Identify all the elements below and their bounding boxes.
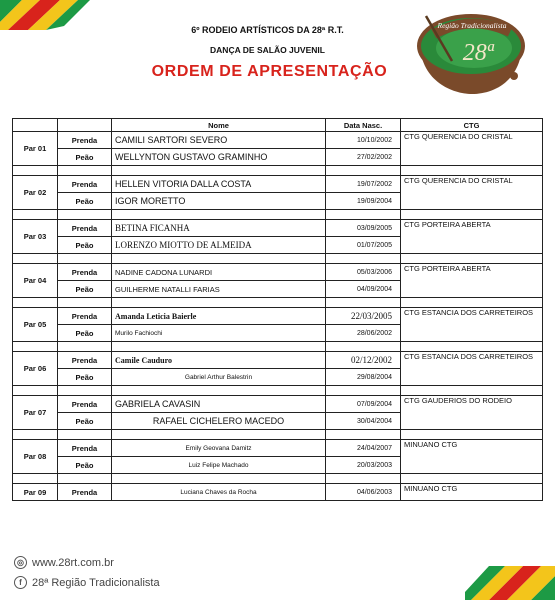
birth-date: 29/08/2004 bbox=[326, 369, 401, 386]
col-header-nome: Nome bbox=[112, 119, 326, 132]
role-label: Peão bbox=[58, 457, 112, 474]
pair-label: Par 04 bbox=[13, 264, 58, 298]
presentation-order-table bbox=[12, 118, 543, 501]
birth-date: 04/09/2004 bbox=[326, 281, 401, 298]
peao-name: Murilo Fachiochi bbox=[112, 325, 326, 342]
birth-date: 28/06/2002 bbox=[326, 325, 401, 342]
pair-label: Par 08 bbox=[13, 440, 58, 474]
birth-date: 10/10/2002 bbox=[326, 132, 401, 149]
birth-date: 07/09/2004 bbox=[326, 396, 401, 413]
prenda-name: Amanda Leticia Baierle bbox=[112, 308, 326, 325]
page-title: ORDEM DE APRESENTAÇÃO bbox=[151, 63, 388, 80]
role-label: Prenda bbox=[58, 264, 112, 281]
prenda-name: BETINA FICANHA bbox=[112, 220, 326, 237]
birth-date: 24/04/2007 bbox=[326, 440, 401, 457]
peao-name: IGOR MORETTO bbox=[112, 193, 326, 210]
role-label: Prenda bbox=[58, 484, 112, 501]
birth-date: 22/03/2005 bbox=[326, 308, 401, 325]
role-label: Prenda bbox=[58, 352, 112, 369]
pair-label: Par 03 bbox=[13, 220, 58, 254]
pair-label: Par 06 bbox=[13, 352, 58, 386]
birth-date: 03/09/2005 bbox=[326, 220, 401, 237]
table-row bbox=[13, 220, 543, 237]
birth-date: 27/02/2002 bbox=[326, 149, 401, 166]
spacer-row bbox=[13, 474, 543, 484]
prenda-name: Luciana Chaves da Rocha bbox=[112, 484, 326, 501]
role-label: Peão bbox=[58, 325, 112, 342]
spacer-row bbox=[13, 386, 543, 396]
birth-date: 19/09/2004 bbox=[326, 193, 401, 210]
table-row bbox=[13, 396, 543, 413]
bottom-right-flag-stripes bbox=[465, 566, 555, 600]
pair-label: Par 09 bbox=[13, 484, 58, 501]
pair-label: Par 05 bbox=[13, 308, 58, 342]
prenda-name: HELLEN VITORIA DALLA COSTA bbox=[112, 176, 326, 193]
event-line: 6º RODEIO ARTÍSTICOS DA 28ª R.T. bbox=[191, 25, 344, 35]
birth-date: 02/12/2002 bbox=[326, 352, 401, 369]
ctg-name: CTG QUERENCIA DO CRISTAL bbox=[401, 132, 543, 166]
ctg-name: CTG QUERENCIA DO CRISTAL bbox=[401, 176, 543, 210]
ctg-name: MINUANO CTG bbox=[401, 440, 543, 474]
role-label: Peão bbox=[58, 413, 112, 430]
prenda-name: GABRIELA CAVASIN bbox=[112, 396, 326, 413]
role-label: Peão bbox=[58, 149, 112, 166]
spacer-row bbox=[13, 166, 543, 176]
col-header-role bbox=[58, 119, 112, 132]
facebook-icon: f bbox=[14, 576, 27, 589]
col-header-data-nasc: Data Nasc. bbox=[326, 119, 401, 132]
birth-date: 05/03/2006 bbox=[326, 264, 401, 281]
peao-name: GUILHERME NATALLI FARIAS bbox=[112, 281, 326, 298]
table-row bbox=[13, 308, 543, 325]
role-label: Peão bbox=[58, 281, 112, 298]
birth-date: 20/03/2003 bbox=[326, 457, 401, 474]
col-header-ctg: CTG bbox=[401, 119, 543, 132]
prenda-name: Camile Cauduro bbox=[112, 352, 326, 369]
table-row bbox=[13, 176, 543, 193]
pair-label: Par 01 bbox=[13, 132, 58, 166]
role-label: Peão bbox=[58, 237, 112, 254]
category-line: DANÇA DE SALÃO JUVENIL bbox=[210, 45, 325, 55]
role-label: Prenda bbox=[58, 132, 112, 149]
facebook-page-link[interactable]: 28ª Região Tradicionalista bbox=[32, 576, 160, 589]
spacer-row bbox=[13, 254, 543, 264]
regiao-tradicionalista-logo bbox=[412, 6, 530, 96]
pair-label: Par 07 bbox=[13, 396, 58, 430]
col-header-par bbox=[13, 119, 58, 132]
birth-date: 04/06/2003 bbox=[326, 484, 401, 501]
prenda-name: CAMILI SARTORI SEVERO bbox=[112, 132, 326, 149]
ctg-name: CTG ESTANCIA DOS CARRETEIROS bbox=[401, 308, 543, 342]
pair-label: Par 02 bbox=[13, 176, 58, 210]
svg-text:Região Tradicionalista: Região Tradicionalista bbox=[437, 21, 507, 30]
ctg-name: CTG PORTEIRA ABERTA bbox=[401, 264, 543, 298]
spacer-row bbox=[13, 430, 543, 440]
prenda-name: Emily Geovana Damitz bbox=[112, 440, 326, 457]
facebook-line bbox=[14, 576, 160, 589]
svg-text:28ª: 28ª bbox=[462, 40, 494, 66]
globe-icon: ◎ bbox=[14, 556, 27, 569]
ctg-name: MINUANO CTG bbox=[401, 484, 543, 501]
spacer-row bbox=[13, 210, 543, 220]
role-label: Prenda bbox=[58, 220, 112, 237]
table-row bbox=[13, 132, 543, 149]
birth-date: 01/07/2005 bbox=[326, 237, 401, 254]
spacer-row bbox=[13, 342, 543, 352]
peao-name: LORENZO MIOTTO DE ALMEIDA bbox=[112, 237, 326, 254]
prenda-name: NADINE CADONA LUNARDI bbox=[112, 264, 326, 281]
peao-name: Gabriel Arthur Balestrin bbox=[112, 369, 326, 386]
role-label: Prenda bbox=[58, 396, 112, 413]
table-row bbox=[13, 484, 543, 501]
spacer-row bbox=[13, 298, 543, 308]
table-row bbox=[13, 352, 543, 369]
peao-name: Luiz Felipe Machado bbox=[112, 457, 326, 474]
website-link[interactable]: www.28rt.com.br bbox=[32, 556, 114, 569]
ctg-name: CTG GAUDERIOS DO RODEIO bbox=[401, 396, 543, 430]
role-label: Peão bbox=[58, 193, 112, 210]
birth-date: 30/04/2004 bbox=[326, 413, 401, 430]
ctg-name: CTG ESTANCIA DOS CARRETEIROS bbox=[401, 352, 543, 386]
table-header-row bbox=[13, 119, 543, 132]
table-row bbox=[13, 440, 543, 457]
role-label: Peão bbox=[58, 369, 112, 386]
peao-name: RAFAEL CICHELERO MACEDO bbox=[112, 413, 326, 430]
role-label: Prenda bbox=[58, 176, 112, 193]
peao-name: WELLYNTON GUSTAVO GRAMINHO bbox=[112, 149, 326, 166]
birth-date: 19/07/2002 bbox=[326, 176, 401, 193]
table-row bbox=[13, 264, 543, 281]
role-label: Prenda bbox=[58, 308, 112, 325]
role-label: Prenda bbox=[58, 440, 112, 457]
ctg-name: CTG PORTEIRA ABERTA bbox=[401, 220, 543, 254]
website-line bbox=[14, 556, 114, 569]
